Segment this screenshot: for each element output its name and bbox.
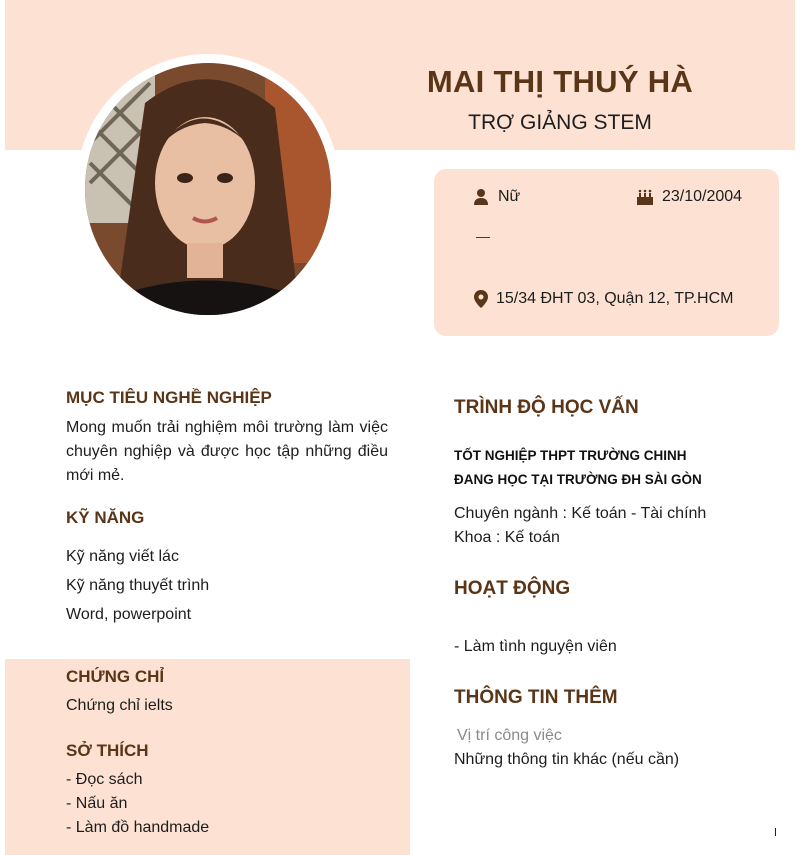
- certificates-title: CHỨNG CHỈ: [66, 667, 165, 686]
- activity-item: - Làm tình nguyện viên: [454, 638, 617, 655]
- hobbies-title: SỞ THÍCH: [66, 741, 149, 760]
- hobby-item: - Đọc sách: [66, 771, 143, 788]
- skill-item: Kỹ năng viết lác: [66, 548, 179, 565]
- faculty-text: Khoa : Kế toán: [454, 529, 560, 546]
- job-position-placeholder[interactable]: Vị trí công việc: [457, 727, 562, 744]
- user-icon: [472, 188, 490, 206]
- gender-row: [472, 188, 520, 206]
- map-pin-icon: [474, 290, 488, 308]
- skill-item: Word, powerpoint: [66, 606, 192, 623]
- address-row: [474, 290, 733, 308]
- skills-title: KỸ NĂNG: [66, 508, 145, 527]
- skill-item: Kỹ năng thuyết trình: [66, 577, 210, 594]
- more-info-title: THÔNG TIN THÊM: [454, 687, 618, 708]
- hobby-item: - Làm đồ handmade: [66, 819, 210, 836]
- certificate-item: Chứng chỉ ielts: [66, 697, 173, 714]
- birthday-value: 23/10/2004: [662, 188, 743, 205]
- job-title: TRỢ GIẢNG STEM: [468, 111, 652, 134]
- education-line: TỐT NGHIỆP THPT TRƯỜNG CHINH: [454, 448, 687, 463]
- person-name: MAI THỊ THUÝ HÀ: [426, 64, 694, 99]
- major-text: Chuyên ngành : Kế toán - Tài chính: [454, 505, 707, 522]
- info-placeholder-dash: —: [476, 228, 490, 244]
- address-value: 15/34 ĐHT 03, Quận 12, TP.HCM: [496, 290, 734, 307]
- objective-title: MỤC TIÊU NGHỀ NGHIỆP: [66, 388, 272, 407]
- birthday-row: [636, 188, 742, 206]
- objective-text: Mong muốn trải nghiệm môi trường làm việc chuyên nghiệp và được học tập những điều mới mẻ.: [66, 419, 388, 484]
- education-title: TRÌNH ĐỘ HỌC VẤN: [454, 397, 639, 418]
- education-line: ĐANG HỌC TẠI TRƯỜNG ĐH SÀI GÒN: [454, 472, 702, 487]
- hobby-item: - Nấu ăn: [66, 795, 128, 812]
- more-info-text: Những thông tin khác (nếu cần): [454, 751, 680, 768]
- cake-icon: [636, 188, 654, 206]
- avatar: [85, 63, 331, 315]
- gender-value: Nữ: [498, 188, 521, 205]
- activities-title: HOẠT ĐỘNG: [454, 578, 571, 599]
- text-cursor: [775, 828, 776, 836]
